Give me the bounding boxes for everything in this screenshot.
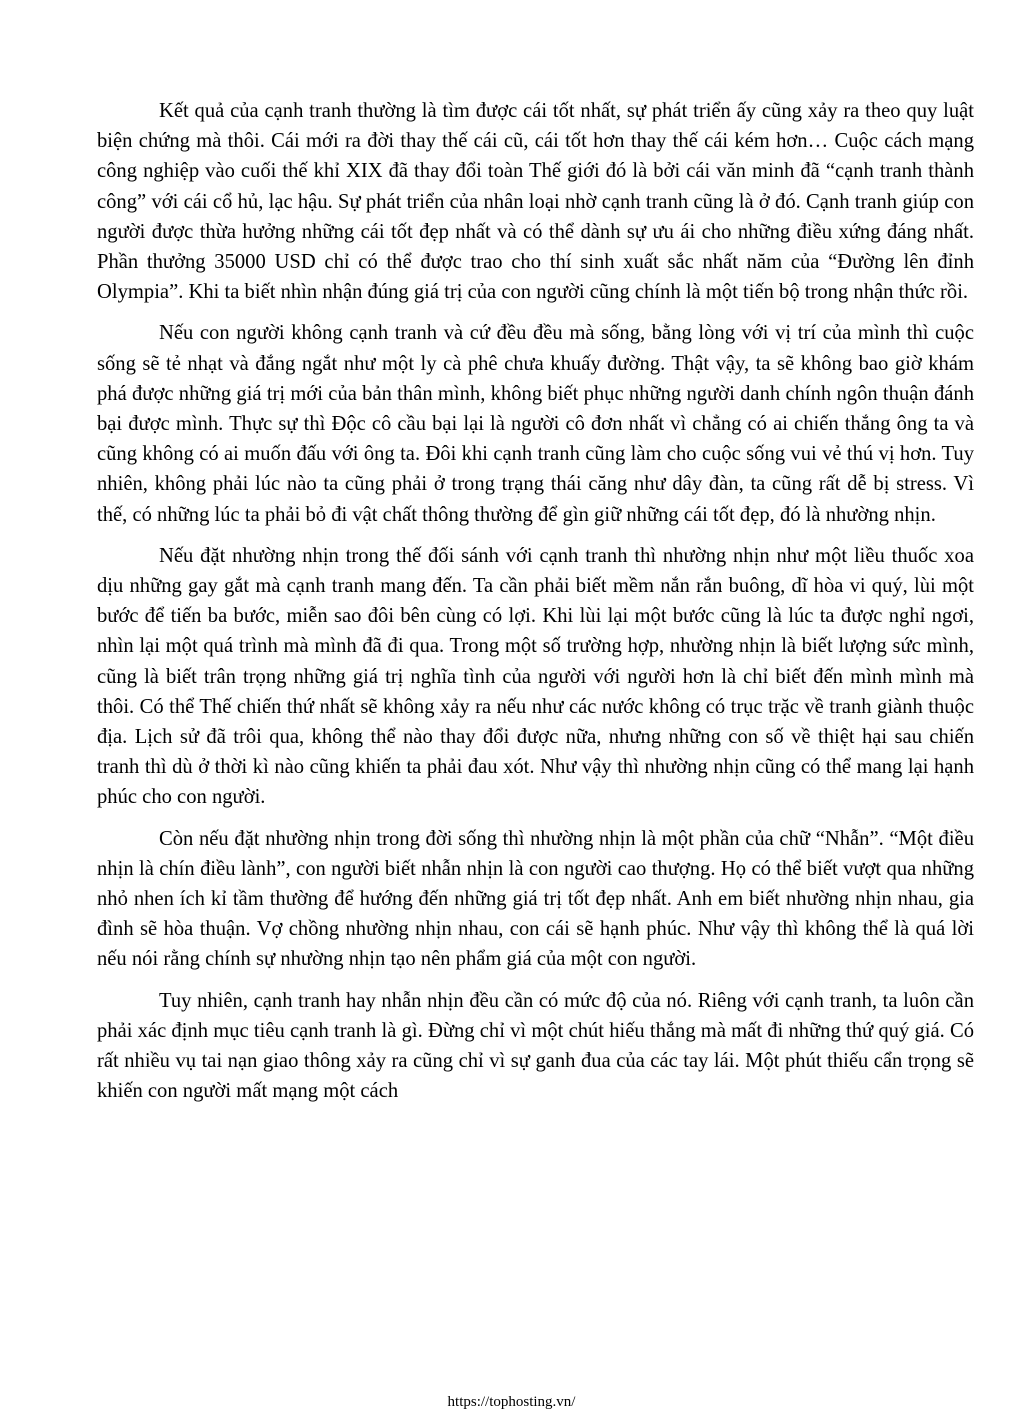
document-body	[97, 96, 974, 1118]
paragraph-1: Kết quả của cạnh tranh thường là tìm được cái tốt nhất, sự phát triển ấy cũng xảy ra theo quy luật biện chứng mà thôi. Cái mới ra đời thay thế cái cũ, cái tốt hơn thay thế cái kém hơn… Cuộc cách mạng công nghiệp vào cuối thế khỉ XIX đã thay đổi toàn Thế giới đó là bởi cái văn minh đã “cạnh tranh thành công” với cái cổ hủ, lạc hậu. Sự phát triển của nhân loại nhờ cạnh tranh cũng là ở đó. Cạnh tranh giúp con người được thừa hưởng những cái tốt đẹp nhất và có thể dành sự ưu ái cho những điều xứng đáng nhất. Phần thưởng 35000 USD chỉ có thể được trao cho thí sinh xuất sắc nhất năm của “Đường lên đỉnh Olympia”. Khi ta biết nhìn nhận đúng giá trị của con người cũng chính là một tiến bộ trong nhận thức rồi.	[97, 100, 974, 304]
paragraph-2: Nếu con người không cạnh tranh và cứ đều đều mà sống, bằng lòng với vị trí của mình thì cuộc sống sẽ tẻ nhạt và đắng ngắt như một ly cà phê chưa khuấy đường. Thật vậy, ta sẽ không bao giờ khám phá được những giá trị mới của bản thân mình, không biết phục những người danh chính ngôn thuận đánh bại được mình. Thực sự thì Độc cô cầu bại lại là người cô đơn nhất vì chẳng có ai chiến thắng ông ta và cũng không có ai muốn đấu với ông ta. Đôi khi cạnh tranh cũng làm cho cuộc sống vui vẻ thú vị hơn. Tuy nhiên, không phải lúc nào ta cũng phải ở trong trạng thái căng như dây đàn, ta cũng rất dễ bị stress. Vì thế, có những lúc ta phải bỏ đi vật chất thông thường để gìn giữ những cái tốt đẹp, đó là nhường nhịn.	[97, 322, 974, 526]
paragraph-3: Nếu đặt nhường nhịn trong thế đối sánh với cạnh tranh thì nhường nhịn như một liều thuốc xoa dịu những gay gắt mà cạnh tranh mang đến. Ta cần phải biết mềm nắn rắn buông, dĩ hòa vi quý, lùi một bước để tiến ba bước, miễn sao đôi bên cùng có lợi. Khi lùi lại một bước cũng là lúc ta được nghỉ ngơi, nhìn lại một quá trình mà mình đã đi qua. Trong một số trường hợp, nhường nhịn là biết lượng sức mình, cũng là biết trân trọng những giá trị nghĩa tình của người với người hơn là chỉ biết đến mình mình mà thôi. Có thể Thế chiến thứ nhất sẽ không xảy ra nếu như các nước không có trục trặc về tranh giành thuộc địa. Lịch sử đã trôi qua, không thể nào thay đổi được nữa, nhưng những con số về thiệt hại sau chiến tranh thì dù ở thời kì nào cũng khiến ta phải đau xót. Như vậy thì nhường nhịn cũng có thể mang lại hạnh phúc cho con người.	[97, 544, 974, 809]
paragraph-5: Tuy nhiên, cạnh tranh hay nhẫn nhịn đều cần có mức độ của nó. Riêng với cạnh tranh, ta luôn cần phải xác định mục tiêu cạnh tranh là gì. Đừng chỉ vì một chút hiếu thắng mà mất đi những thứ quý giá. Có rất nhiều vụ tai nạn giao thông xảy ra cũng chỉ vì sự ganh đua của các tay lái. Một phút thiếu cẩn trọng sẽ khiến con người mất mạng một cách	[97, 989, 974, 1103]
footer-url[interactable]: https://tophosting.vn/	[447, 1394, 576, 1410]
paragraph-4: Còn nếu đặt nhường nhịn trong đời sống thì nhường nhịn là một phần của chữ “Nhẫn”. “Một điều nhịn là chín điều lành”, con người biết nhẫn nhịn là con người cao thượng. Họ có thể biết vượt qua những nhỏ nhen ích kỉ tầm thường để hướng đến những giá trị tốt đẹp nhất. Anh em biết nhường nhịn nhau, gia đình sẽ hòa thuận. Vợ chồng nhường nhịn nhau, con cái sẽ hạnh phúc. Như vậy thì không thể là quá lời nếu nói rằng chính sự nhường nhịn tạo nên phẩm giá của một con người.	[97, 827, 974, 971]
